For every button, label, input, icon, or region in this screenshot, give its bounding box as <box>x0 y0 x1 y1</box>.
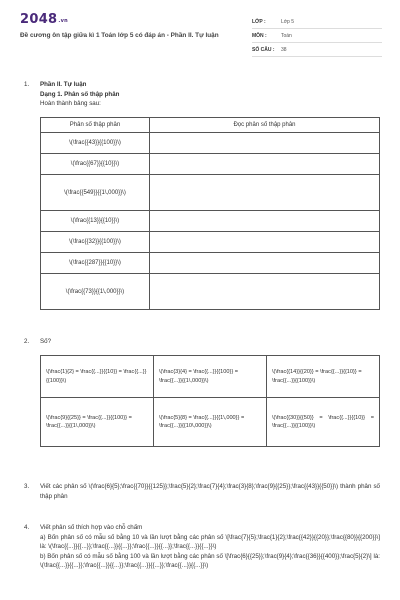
question-number: 1. <box>24 81 30 88</box>
table-row <box>41 253 380 274</box>
fraction-cell: \(\frac{{13}}{{10}}\) <box>41 211 150 232</box>
section-heading: Phần II. Tự luận <box>40 81 87 88</box>
fraction-table <box>40 117 380 310</box>
meta-key: LỚP : <box>252 18 266 25</box>
table-row <box>41 154 380 175</box>
table-row <box>41 232 380 253</box>
page-header <box>0 0 400 62</box>
reading-cell[interactable] <box>150 232 380 253</box>
question-intro: Viết phân số thích hợp vào chỗ chấm <box>40 524 143 531</box>
document-title: Đề cương ôn tập giữa kì 1 Toán lớp 5 có đáp án - Phần II. Tự luận <box>20 32 219 39</box>
fill-number-table <box>40 355 380 447</box>
fraction-cell: \(\frac{{73}}{{1\,000}}\) <box>41 274 150 310</box>
reading-cell[interactable] <box>150 274 380 310</box>
logo-text: 2048 <box>20 12 58 27</box>
equation-cell[interactable]: \(\frac{3}{4} = \frac{{...}}{{100}} = \frac{{...}}{{1\,000}}\) <box>154 356 267 398</box>
table-row <box>41 133 380 154</box>
table-row <box>41 211 380 232</box>
fraction-cell: \(\frac{{549}}{{1\,000}}\) <box>41 175 150 211</box>
reading-cell[interactable] <box>150 154 380 175</box>
table-header-row <box>41 118 380 133</box>
fraction-cell: \(\frac{{67}}{{10}}\) <box>41 154 150 175</box>
column-header: Phân số thập phân <box>41 118 150 133</box>
fraction-cell: \(\frac{{32}}{{100}}\) <box>41 232 150 253</box>
site-logo[interactable] <box>20 12 68 27</box>
question-number: 2. <box>24 338 30 345</box>
meta-row-count <box>252 43 382 57</box>
question-4 <box>40 523 380 571</box>
reading-cell[interactable] <box>150 133 380 154</box>
equation-cell[interactable]: \(\frac{{30}}{{50}} = \frac{{...}}{{10}} = \frac{{...}}{{100}}\) <box>267 398 380 447</box>
question-2 <box>40 337 380 347</box>
question-label: Số? <box>40 338 52 345</box>
instruction-text: Hoàn thành bảng sau: <box>40 100 101 107</box>
reading-cell[interactable] <box>150 211 380 232</box>
question-1 <box>40 80 380 109</box>
question-number: 3. <box>24 483 30 490</box>
equation-cell[interactable]: \(\frac{5}{8} = \frac{{...}}{{1\,000}} = \frac{{...}}{{10\,000}}\) <box>154 398 267 447</box>
question-part-b: b) Bốn phân số có mẫu số bằng 100 và lần lượt bằng các phân số \[\frac{6}{{25}};\frac{9}{4};\frac{{36}}{{400}};\frac{5}{2}\] là: \(\frac{{...}}{{...}};\frac{{...}}{{...}};\frac{{...}}{{...}};\frac{{...}}{{...}}\) <box>40 552 380 569</box>
reading-cell[interactable] <box>150 175 380 211</box>
table-row <box>41 175 380 211</box>
question-3: Viết các phân số \(\frac{6}{5};\frac{{70}}{{125}};\frac{5}{2};\frac{7}{4};\frac{3}{8};\frac{9}{{25}};\frac{{43}}{{50}}\) thành phân số thập phân <box>40 483 380 500</box>
equation-cell[interactable]: \(\frac{{14}}{{20}} = \frac{{...}}{{10}} = \frac{{...}}{{100}}\) <box>267 356 380 398</box>
question-number: 4. <box>24 524 30 531</box>
fraction-cell: \(\frac{{43}}{{100}}\) <box>41 133 150 154</box>
meta-row-grade <box>252 15 382 29</box>
equation-cell[interactable]: \(\frac{1}{2} = \frac{{...}}{{10}} = \frac{{...}}{{100}}\) <box>41 356 154 398</box>
equation-cell[interactable]: \(\frac{9}{{25}} = \frac{{...}}{{100}} = \frac{{...}}{{1\,000}}\) <box>41 398 154 447</box>
table-row <box>41 274 380 310</box>
table-row <box>41 356 380 398</box>
logo-suffix: .vn <box>58 18 69 24</box>
meta-value: Toán <box>281 32 292 39</box>
table-row <box>41 398 380 447</box>
section-subheading: Dạng 1. Phân số thập phân <box>40 90 120 98</box>
fraction-cell: \(\frac{{287}}{{10}}\) <box>41 253 150 274</box>
question-part-a: a) Bốn phân số có mẫu số bằng 10 và lần lượt bằng các phân số \[\frac{7}{5};\frac{1}{2};\frac{{42}}{{20}};\frac{{80}}{{200}}\] là: \(\frac{{...}}{{...}};\frac{{...}}{{...}};\frac{{...}}{{...}};\frac{{...}}{{...}}\) <box>40 533 380 550</box>
document-meta <box>252 15 382 57</box>
meta-value: 38 <box>281 46 287 53</box>
meta-key: MÔN : <box>252 32 267 39</box>
reading-cell[interactable] <box>150 253 380 274</box>
meta-value: Lớp 5 <box>281 18 295 25</box>
meta-row-subject <box>252 29 382 43</box>
column-header: Đọc phân số thập phân <box>150 118 380 133</box>
meta-key: SỐ CÂU : <box>252 46 275 53</box>
